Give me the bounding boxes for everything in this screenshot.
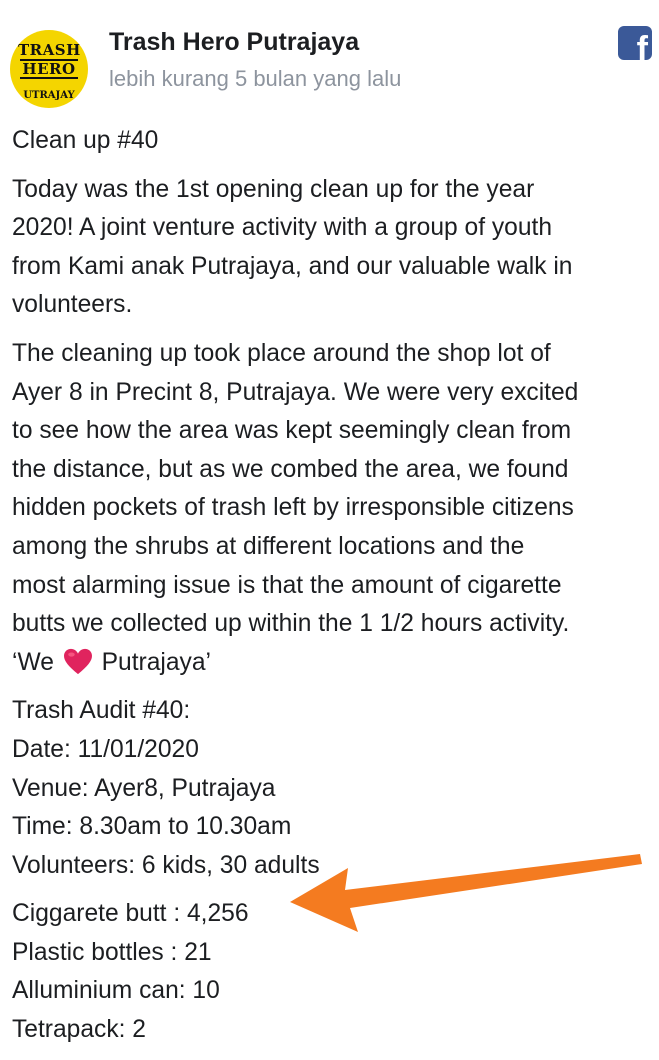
facebook-glyph: f [636, 30, 648, 68]
count-line-cigarette: Ciggarete butt : 4,256 [12, 900, 249, 928]
paragraph-2-line: most alarming issue is that the amount of cigarette [12, 571, 562, 599]
paragraph-2-line: the distance, but as we combed the area, we found [12, 455, 569, 483]
slogan-line [12, 644, 656, 683]
audit-line: Trash Audit #40: [12, 697, 191, 725]
paragraph-1-line: volunteers. [12, 291, 133, 319]
paragraph-1-line: from Kami anak Putrajaya, and our valuable walk in [12, 252, 573, 280]
paragraph-2-line: hidden pockets of trash left by irresponsible citizens [12, 494, 574, 522]
heart-icon [63, 648, 93, 676]
post-header [10, 22, 650, 102]
arrow-icon [290, 850, 650, 940]
logo-line-3: UTRAJAY [23, 90, 75, 101]
audit-line: Time: 8.30am to 10.30am [12, 813, 292, 841]
post-title [12, 122, 656, 161]
paragraph-2 [12, 335, 656, 682]
count-line-tetrapack: Tetrapack: 2 [12, 1016, 146, 1044]
count-line-bottles: Plastic bottles : 21 [12, 938, 212, 966]
slogan-start: ‘We [12, 648, 54, 676]
paragraph-2-line: butts we collected up within the 1 1/2 hours activity. [12, 610, 570, 638]
audit-line: Volunteers: 6 kids, 30 adults [12, 851, 320, 879]
paragraph-2-line: Ayer 8 in Precint 8, Putrajaya. We were very excited [12, 378, 579, 406]
paragraph-1-line: Today was the 1st opening clean up for the year [12, 175, 535, 203]
title-line: Clean up #40 [12, 127, 159, 154]
slogan-end: Putrajaya’ [101, 648, 211, 676]
audit-line: Venue: Ayer8, Putrajaya [12, 774, 276, 802]
logo-line-2: HERO [20, 59, 78, 79]
logo-line-1: TRASH [18, 41, 81, 59]
paragraph-1 [12, 171, 656, 325]
facebook-icon[interactable] [618, 26, 652, 68]
post-timestamp[interactable]: lebih kurang 5 bulan yang lalu [109, 66, 402, 91]
page-name-link[interactable]: Trash Hero Putrajaya [109, 28, 360, 56]
audit-line: Date: 11/01/2020 [12, 735, 199, 763]
paragraph-1-line: 2020! A joint venture activity with a group of youth [12, 214, 553, 242]
paragraph-2-line: to see how the area was kept seemingly clean from [12, 417, 572, 445]
paragraph-2-line: among the shrubs at different locations and the [12, 532, 525, 560]
count-line-cans: Alluminium can: 10 [12, 977, 220, 1005]
paragraph-2-line: The cleaning up took place around the shop lot of [12, 339, 551, 367]
avatar-logo [18, 42, 80, 80]
page-avatar[interactable] [10, 30, 88, 108]
